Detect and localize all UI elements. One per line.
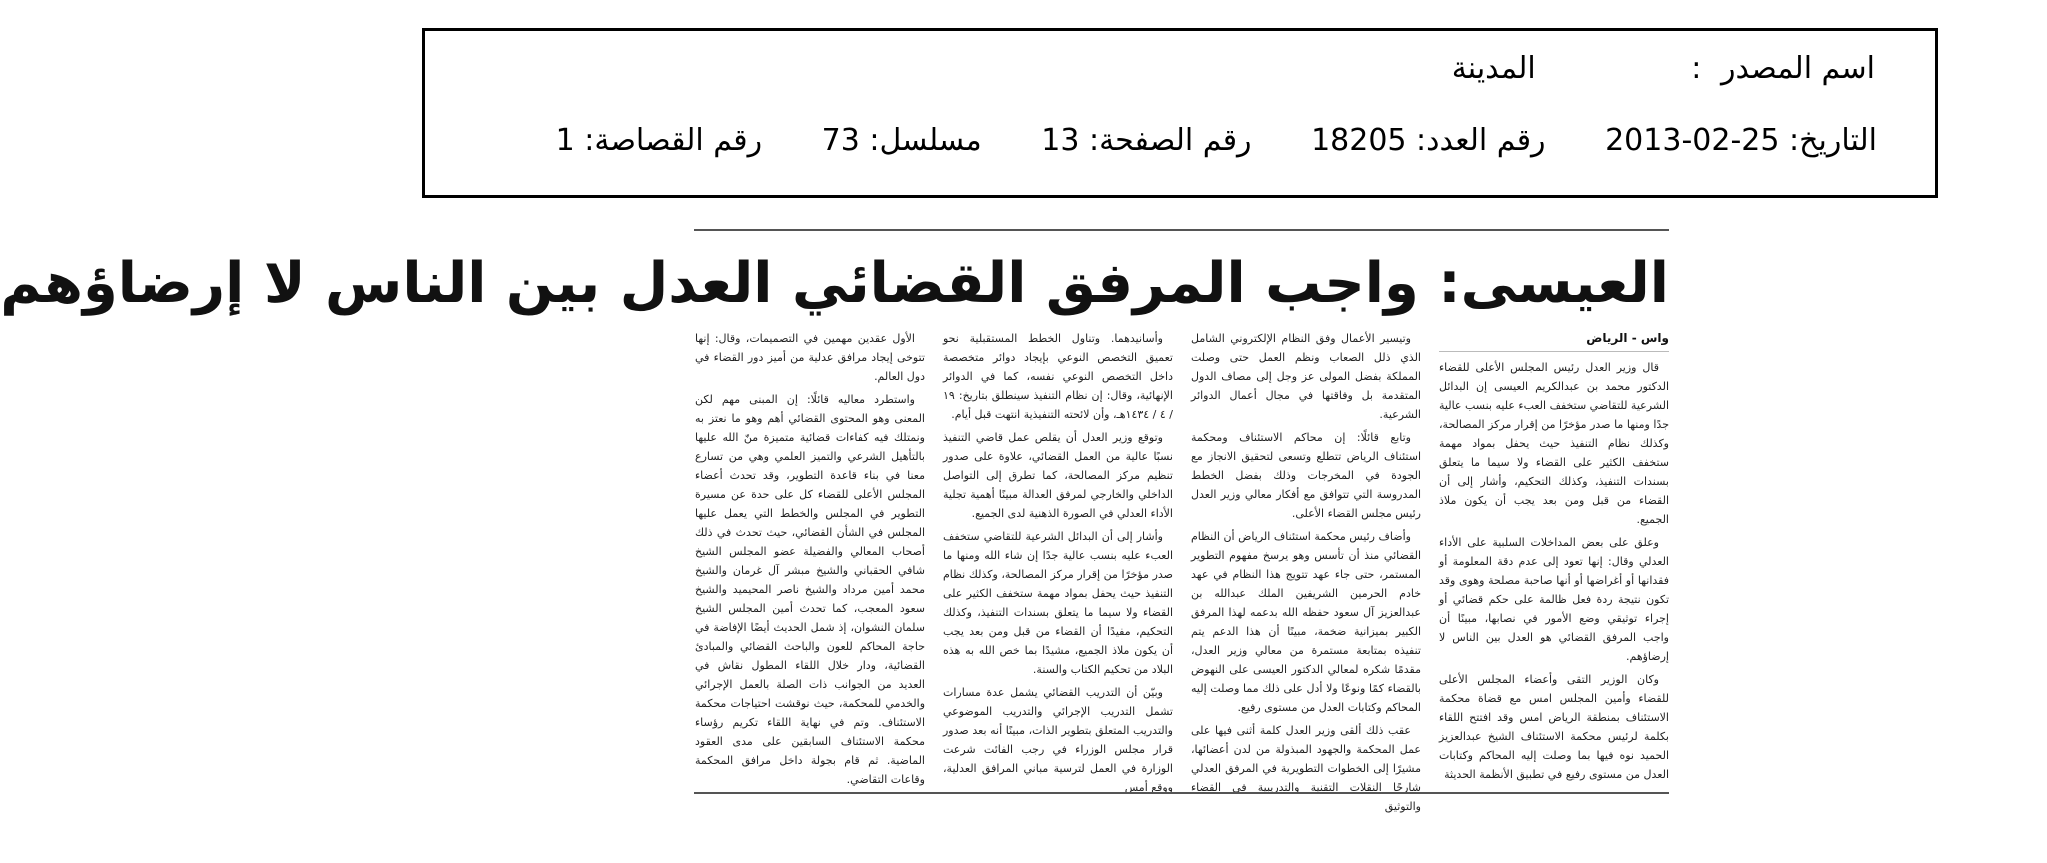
source-label: اسم المصدر (1720, 51, 1875, 86)
paragraph: وتوقع وزير العدل أن يقلص عمل قاضي التنفيذ نسبًا عالية من العمل القضائي، علاوة على صدور تنظيم مركز المصالحة، كما تطرق إلى التواصل الداخلي والخارجي لمرفق العدالة مبينًا أهمية تجلية الأداء العدلي في الصورة الذهنية لدى الجميع. (943, 431, 1173, 520)
newspaper-clipping (0, 229, 1669, 813)
paragraph: وبيّن أن التدريب القضائي يشمل عدة مسارات تشمل التدريب الإجرائي والتدريب الموضوعي والتدريب المتعلق بتطوير الذات، مبينًا أنه بعد صدور قرار مجلس الوزراء في رجب الفائت شرعت الوزارة في العمل لترسية مباني المرافق العدلية، ووقع أمس (943, 686, 1173, 794)
clip-number-field: رقم القصاصة: 1 (555, 123, 763, 158)
paragraph: واستطرد معاليه قائلًا: إن المبنى مهم لكن المعنى وهو المحتوى القضائي أهم وهو ما نعتز به ونمتلك فيه كفاءات قضائية متميزة منّ الله عليها بالتأهيل الشرعي والتميز العلمي وهي من تسارع معنا في بناء قاعدة التطوير، وقد تحدث أعضاء المجلس الأعلى للقضاء كل على حدة عن مسيرة التطوير في المجلس والخطط التي يعمل عليها المجلس في الشأن القضائي، حيث تحدث في ذلك أصحاب المعالي والفضيلة عضو المجلس الشيخ شافي الحقباني والشيخ مبشر آل غرمان والشيخ محمد أمين مرداد والشيخ ناصر المحيميد والشيخ سعود المعجب، كما تحدث أمين المجلس الشيخ سلمان النشوان، إذ شمل الحديث أيضًا الإفاضة في حاجة المحاكم للعون والباحث القضائي والمبادئ القضائية، ودار خلال اللقاء المطول نقاش في العديد من الجوانب ذات الصلة بالعمل الإجرائي والخدمي للمحكمة، حيث نوقشت احتياجات محكمة الاستئناف. وتم في نهاية اللقاء تكريم رؤساء محكمة الاستئناف السابقين على مدى العقود الماضية. ثم قام بجولة داخل مرافق المحكمة وقاعات التقاضي. (695, 393, 925, 786)
bottom-rule (694, 792, 1669, 794)
paragraph: عقب ذلك ألقى وزير العدل كلمة أثنى فيها على عمل المحكمة والجهود المبذولة من لدن أعضائها، مشيرًا إلى الخطوات التطويرية في المرفق العدلي شارحًا النقلات التقنية والتدريبية في القضاء والتوثيق (1191, 724, 1421, 813)
article-column-1 (1439, 329, 1669, 787)
source-row (1452, 51, 1875, 87)
date-field: التاريخ: 25-02-2013 (1605, 123, 1877, 158)
source-separator: : (1691, 51, 1702, 86)
paragraph: وتابع قائلًا: إن محاكم الاستئناف ومحكمة استئناف الرياض تتطلع وتسعى لتحقيق الانجاز مع الجودة في المخرجات وذلك بفضل الخطط المدروسة التي تتوافق مع أفكار معالي وزير العدل رئيس مجلس القضاء الأعلى. (1191, 431, 1421, 520)
paragraph: وتيسير الأعمال وفق النظام الإلكتروني الشامل الذي ذلل الصعاب ونظم العمل حتى وصلت المملكة بفضل المولى عز وجل إلى مصاف الدول المتقدمة بل وفاقتها في مجال أعمال الدوائر الشرعية. (1191, 332, 1421, 421)
top-rule (694, 229, 1669, 231)
issue-number-field: رقم العدد: 18205 (1311, 123, 1546, 158)
paragraph: وأسانيدهما. وتناول الخطط المستقبلية نحو تعميق التخصص النوعي بإيجاد دوائر متخصصة داخل التخصص النوعي نفسه، كما في الدوائر الإنهائية، وقال: إن نظام التنفيذ سينطلق بتاريخ: ١٩ / ٤ / ١٤٣٤هـ، وأن لائحته التنفيذية انتهت قبل أيام. (943, 332, 1173, 421)
paragraph: وعلق على بعض المداخلات السلبية على الأداء العدلي وقال: إنها تعود إلى عدم دقة المعلومة أو فقدانها أو أغراضها أو أنها صاحبة مصلحة وهوى وقد تكون نتيجة ردة فعل ظالمة على حكم قضائي أو إجراء توثيقي وضع الأمور في نصابها، مبينًا أن واجب المرفق القضائي هو العدل بين الناس لا إرضاؤهم. (1439, 536, 1669, 663)
source-value: المدينة (1451, 51, 1536, 86)
metadata-row (556, 123, 1877, 159)
article-column-2 (1191, 329, 1421, 813)
source-info-box (422, 28, 1938, 198)
serial-field: مسلسل: 73 (821, 123, 982, 158)
paragraph: وأضاف رئيس محكمة استئناف الرياض أن النظام القضائي منذ أن تأسس وهو يرسخ مفهوم التطوير المستمر، حتى جاء عهد تتويج هذا النظام في عهد خادم الحرمين الشريفين الملك عبدالله بن عبدالعزيز آل سعود حفظه الله بدعمه لهذا المرفق الكبير بميزانية ضخمة، مبينًا أن هذا الدعم يتم تنفيذه بمتابعة مستمرة من معالي وزير العدل، مقدمًا شكره لمعالي الدكتور العيسى على النهوض بالقضاء كمًا ونوعًا ولا أدل على ذلك مما وصلت إليه المحاكم وكتابات العدل من مستوى رفيع. (1191, 530, 1421, 714)
paragraph: وأشار إلى أن البدائل الشرعية للتقاضي ستخفف العبء عليه بنسب عالية جدًا إن شاء الله ومنها ما صدر مؤخرًا من إقرار مركز المصالحة، وكذلك نظام التنفيذ حيث يحفل بمواد مهمة ستخفف الكثير على القضاء ولا سيما ما يتعلق بسندات التنفيذ، وكذلك التحكيم، مفيدًا أن القضاء من قبل ومن بعد يجب أن يكون ملاذ الجميع، مشيدًا بما خص الله به هذه البلاد من تحكيم الكتاب والسنة. (943, 530, 1173, 676)
paragraph: وكان الوزير التقى وأعضاء المجلس الأعلى للقضاء وأمين المجلس امس مع قضاة محكمة الاستئناف بمنطقة الرياض امس وقد افتتح اللقاء بكلمة لرئيس محكمة الاستئناف الشيخ عبدالعزيز الحميد نوه فيها بما وصلت إليه المحاكم وكتابات العدل من مستوى رفيع في تطبيق الأنظمة الحديثة (1439, 673, 1669, 781)
paragraph: قال وزير العدل رئيس المجلس الأعلى للقضاء الدكتور محمد بن عبدالكريم العيسى إن البدائل الشرعية للتقاضي ستخفف العبء عليه بنسب عالية جدًا ومنها ما صدر مؤخرًا من إقرار مركز المصالحة، وكذلك نظام التنفيذ حيث يحفل بمواد مهمة ستخفف الكثير على القضاء ولا سيما ما يتعلق بسندات التنفيذ، وكذلك التحكيم، وأشار إلى أن القضاء من قبل ومن بعد يجب أن يكون ملاذ الجميع. (1439, 361, 1669, 526)
byline: واس - الرياض (1439, 329, 1669, 352)
article-column-4 (695, 329, 925, 787)
page-number-field: رقم الصفحة: 13 (1041, 123, 1252, 158)
paragraph: الأول عقدين مهمين في التصميمات، وقال: إنها تتوخى إيجاد مرافق عدلية من أميز دور القضاء في دول العالم. (695, 332, 925, 383)
article-headline: العيسى: واجب المرفق القضائي العدل بين الناس لا إرضاؤهم (0, 251, 1669, 316)
article-column-3 (943, 329, 1173, 794)
article-columns (694, 329, 1669, 813)
